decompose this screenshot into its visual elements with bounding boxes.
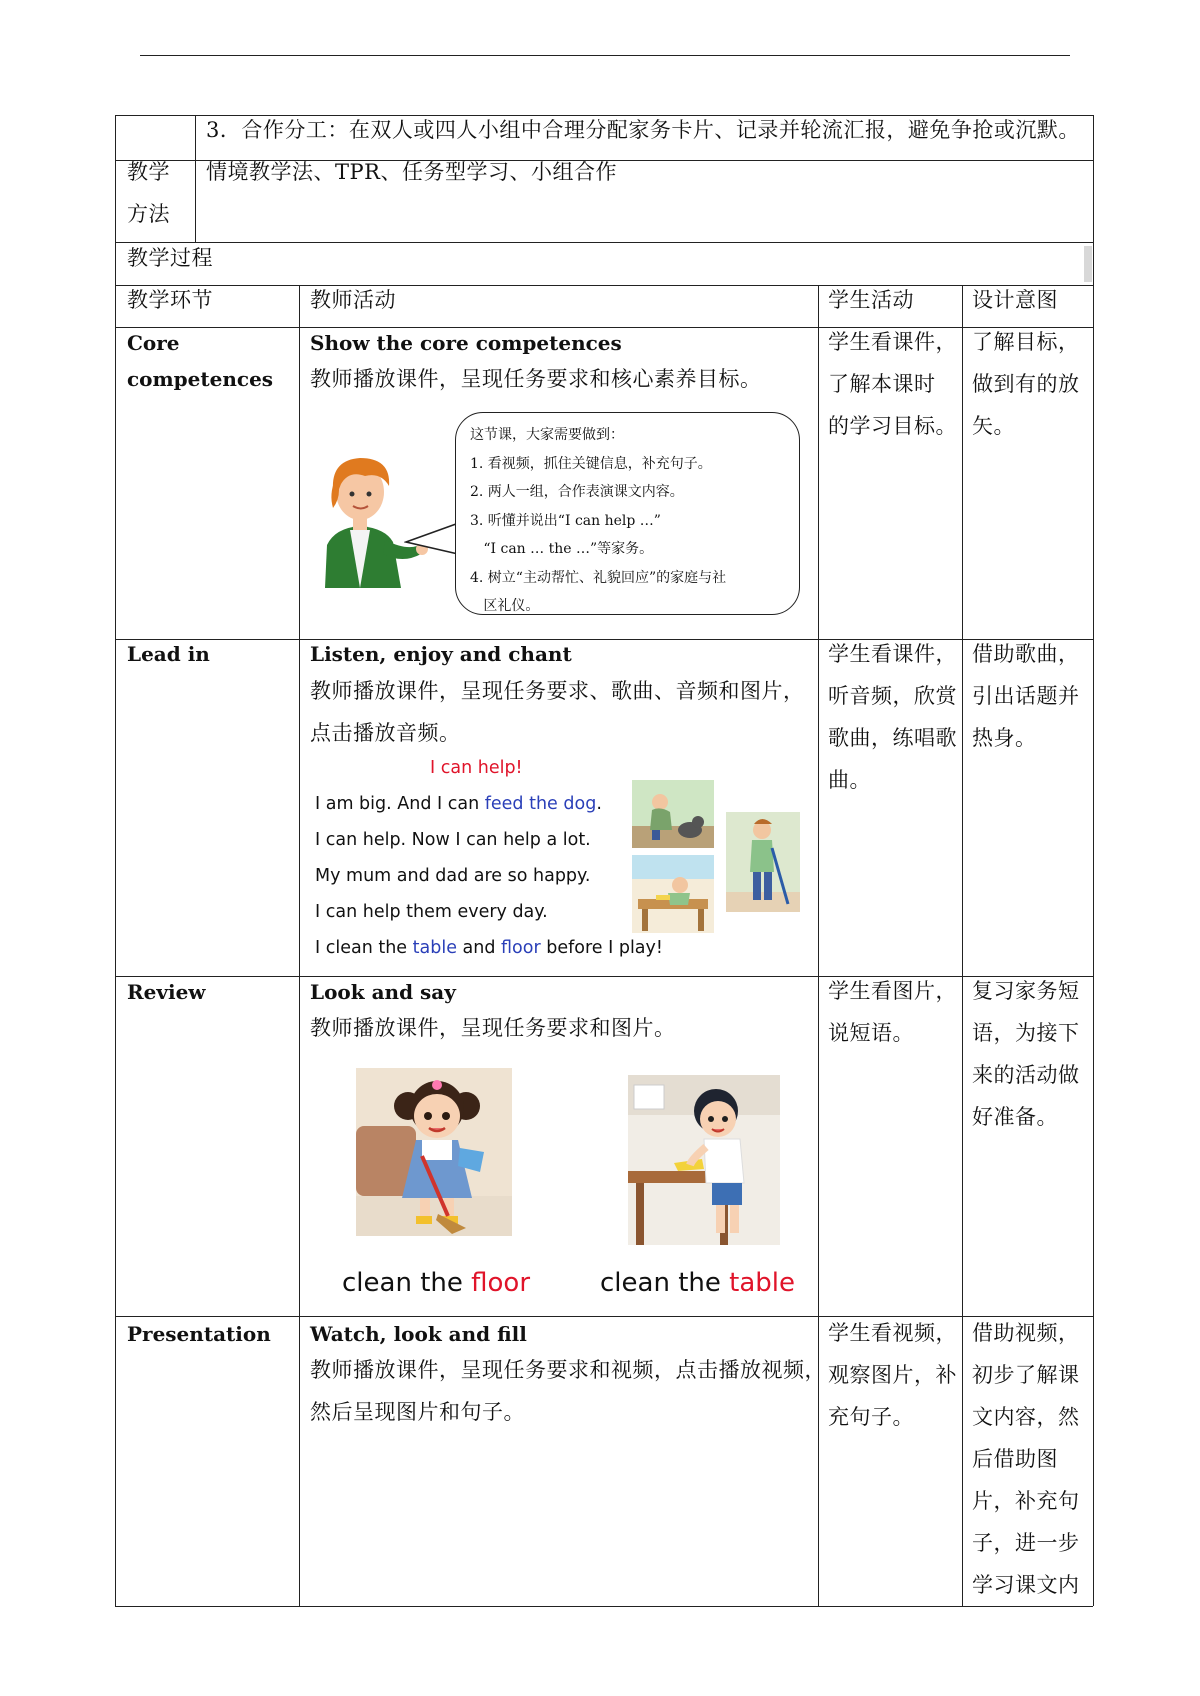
intent-line: 复习家务短: [972, 979, 1080, 1003]
table-border: [962, 285, 963, 1606]
intent-line: 引出话题并: [972, 684, 1080, 708]
student-activity: [828, 321, 957, 447]
bubble-item: 2. 两人一组，合作表演课文内容。: [470, 484, 684, 500]
header-intent: 设计意图: [972, 288, 1058, 312]
method-label-line: 方法: [127, 202, 170, 226]
student-line: 曲。: [828, 768, 871, 792]
header-student: 学生活动: [828, 288, 914, 312]
student-line: 说短语。: [828, 1021, 914, 1045]
chant-text: .: [596, 794, 602, 814]
table-border: [115, 242, 1093, 243]
intent-line: 语，为接下: [972, 1021, 1080, 1045]
teacher-desc-line: 点击播放音频。: [310, 721, 461, 745]
design-intent: [972, 970, 1080, 1138]
intent-line: 初步了解课: [972, 1363, 1080, 1387]
intent-line: 文内容，然: [972, 1405, 1080, 1429]
intent-line: 借助歌曲，: [972, 642, 1080, 666]
intent-line: 做到有的放: [972, 372, 1080, 396]
teacher-title: Watch, look and fill: [310, 1322, 527, 1346]
chant-text: I clean the: [315, 938, 413, 958]
teacher-title: Show the core competences: [310, 331, 622, 355]
bubble-item: “I can … the …”等家务。: [470, 541, 654, 557]
teacher-desc-line: 然后呈现图片和句子。: [310, 1400, 525, 1424]
teacher-title: Listen, enjoy and chant: [310, 642, 572, 666]
clean-table-picture: [632, 855, 714, 933]
teacher-desc-line: 教师播放课件，呈现任务要求和视频，点击播放视频，: [310, 1358, 826, 1382]
caption-text: clean the: [600, 1268, 730, 1298]
student-line: 听音频，欣赏: [828, 684, 957, 708]
chant-line: [315, 794, 602, 814]
chant-highlight: floor: [501, 938, 541, 958]
intent-line: 了解目标，: [972, 330, 1080, 354]
speech-bubble: [455, 412, 800, 615]
intent-line: 后借助图: [972, 1447, 1058, 1471]
chant-highlight: table: [412, 938, 457, 958]
bubble-intro: 这节课，大家需要做到：: [470, 427, 624, 443]
teacher-desc: [310, 1349, 826, 1433]
design-intent: [972, 1312, 1080, 1606]
chant-title: I can help!: [430, 758, 523, 778]
table-border: [299, 285, 300, 1606]
student-line: 充句子。: [828, 1405, 914, 1429]
chant-text: I am big. And I can: [315, 794, 485, 814]
clean-floor-picture: [726, 812, 800, 912]
caption-highlight: table: [729, 1268, 795, 1298]
bubble-item: 4. 树立“主动帮忙、礼貌回应”的家庭与社: [470, 569, 727, 586]
cooperation-goal-text: 3．合作分工：在双人或四人小组中合理分配家务卡片、记录并轮流汇报，避免争抢或沉默。: [206, 118, 1080, 142]
teacher-desc: 教师播放课件，呈现任务要求和核心素养目标。: [310, 367, 762, 391]
student-line: 学生看视频，: [828, 1321, 957, 1345]
boy-wiping-table-picture: [628, 1075, 780, 1245]
process-title: 教学过程: [127, 246, 213, 270]
intent-line: 片，补充句: [972, 1489, 1080, 1513]
design-intent: [972, 633, 1080, 759]
student-line: 歌曲，练唱歌: [828, 726, 957, 750]
student-line: 学生看课件，: [828, 642, 957, 666]
feed-dog-picture: [632, 780, 714, 848]
chant-text: and: [456, 938, 502, 958]
student-line: 学生看课件，: [828, 330, 957, 354]
bubble-item: 3. 听懂并说出“I can help …”: [470, 512, 661, 529]
student-line: 学生看图片，: [828, 979, 957, 1003]
caption-clean-floor: [342, 1268, 530, 1298]
caption-clean-table: [600, 1268, 795, 1298]
intent-line: 热身。: [972, 726, 1037, 750]
stage-review: Review: [127, 980, 206, 1004]
intent-line: 矢。: [972, 414, 1015, 438]
chant-line: [315, 938, 663, 958]
chant-line: My mum and dad are so happy.: [315, 866, 591, 886]
method-label-line: 教学: [127, 160, 170, 184]
header-teacher: 教师活动: [310, 288, 396, 312]
student-line: 了解本课时: [828, 372, 936, 396]
intent-line: 学习课文内: [972, 1573, 1080, 1597]
table-border: [115, 1606, 1093, 1607]
chant-line: I can help. Now I can help a lot.: [315, 830, 591, 850]
stage-lead-in: Lead in: [127, 642, 210, 666]
student-activity: [828, 633, 957, 801]
stage-core-competences: [127, 325, 273, 397]
stage-line: Core: [127, 331, 180, 355]
table-border: [115, 115, 116, 1606]
stage-line: competences: [127, 367, 274, 391]
stage-presentation: Presentation: [127, 1322, 271, 1346]
teacher-desc: [310, 670, 805, 754]
chant-line: I can help them every day.: [315, 902, 548, 922]
teacher-desc: 教师播放课件，呈现任务要求和图片。: [310, 1016, 676, 1040]
student-line: 的学习目标。: [828, 414, 957, 438]
header-rule: [140, 55, 1070, 56]
teacher-desc-line: 教师播放课件，呈现任务要求、歌曲、音频和图片，: [310, 679, 805, 703]
bubble-item: 区礼仪。: [470, 598, 540, 614]
chant-highlight: feed the dog: [484, 794, 597, 814]
student-activity: [828, 970, 957, 1054]
student-activity: [828, 1312, 957, 1438]
scroll-marker: [1084, 246, 1092, 282]
intent-line: 借助视频，: [972, 1321, 1080, 1345]
design-intent: [972, 321, 1080, 447]
teacher-title: Look and say: [310, 980, 456, 1004]
intent-line: 子，进一步: [972, 1531, 1080, 1555]
method-label: [127, 151, 170, 235]
student-line: 观察图片，补: [828, 1363, 957, 1387]
table-border: [115, 285, 1093, 286]
caption-text: clean the: [342, 1268, 472, 1298]
table-border: [1093, 115, 1094, 1606]
caption-highlight: floor: [471, 1268, 531, 1298]
intent-line: 来的活动做: [972, 1063, 1080, 1087]
method-text: 情境教学法、TPR、任务型学习、小组合作: [206, 160, 617, 184]
header-stage: 教学环节: [127, 288, 213, 312]
girl-sweeping-picture: [356, 1068, 512, 1236]
bubble-item: 1. 看视频，抓住关键信息，补充句子。: [470, 455, 712, 472]
chant-text: before I play!: [540, 938, 663, 958]
intent-line: 好准备。: [972, 1105, 1058, 1129]
table-border: [195, 115, 196, 242]
